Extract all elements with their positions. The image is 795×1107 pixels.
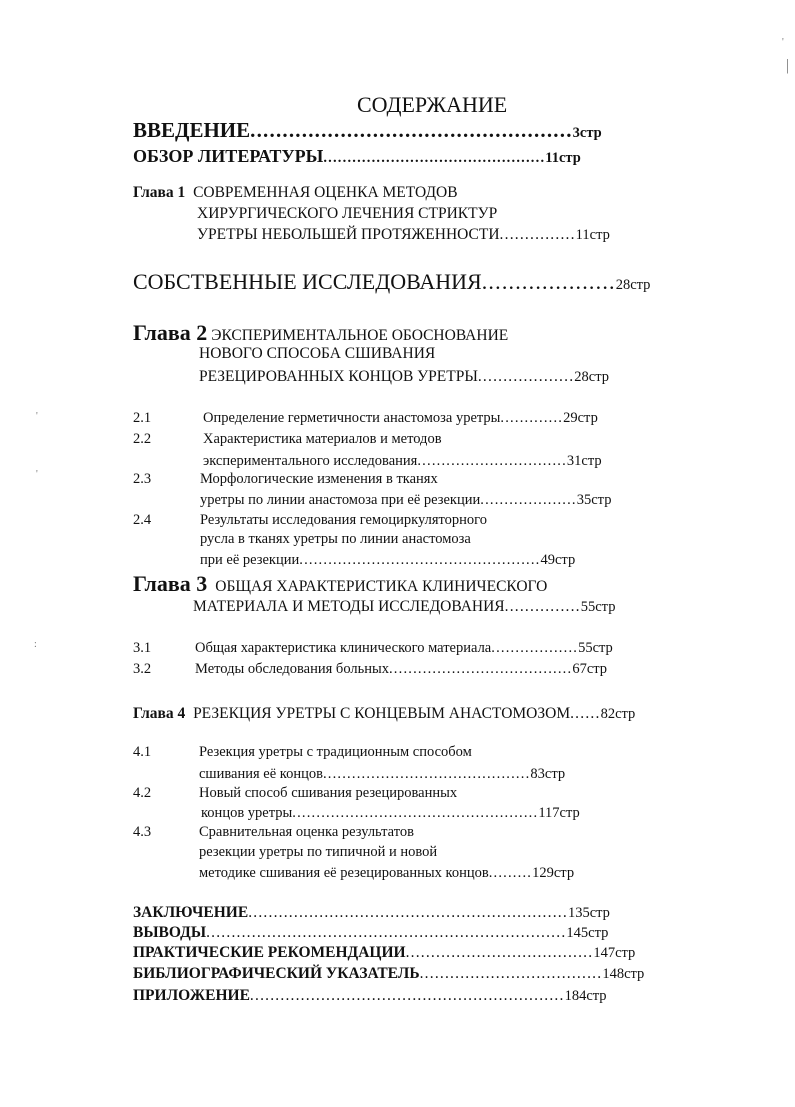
section-title: Методы обследования больных <box>195 661 389 677</box>
toc-entry-recommendations <box>133 945 635 961</box>
section-number: 2.4 <box>133 512 152 528</box>
toc-entry-page: 28стр <box>574 369 609 385</box>
dot-leader: ................... <box>477 368 575 385</box>
section-title: Определение герметичности анастомоза уретры <box>203 410 501 426</box>
section-entry <box>199 866 574 881</box>
chapter-title-line: ХИРУРГИЧЕСКОГО ЛЕЧЕНИЯ СТРИКТУР <box>197 205 498 222</box>
toc-entry-page: 148стр <box>602 966 645 982</box>
section-title: экспериментального исследования <box>203 453 418 469</box>
section-number: 4.2 <box>133 785 152 801</box>
dot-leader: ......... <box>488 865 533 881</box>
section-page: 49стр <box>540 552 576 568</box>
dot-leader: ............................... <box>417 453 567 469</box>
toc-entry-label: БИБЛИОГРАФИЧЕСКИЙ УКАЗАТЕЛЬ <box>133 965 420 982</box>
section-title: при её резекции <box>200 552 300 568</box>
section-entry <box>195 641 613 656</box>
chapter-4-heading <box>133 706 635 722</box>
page-title: СОДЕРЖАНИЕ <box>357 92 508 117</box>
toc-entry-page: 145стр <box>566 925 609 941</box>
dot-leader: ............... <box>504 598 581 615</box>
dot-leader: ....................................................................... <box>206 924 567 941</box>
toc-entry-page: 82стр <box>600 706 636 722</box>
section-title: методике сшивания её резецированных концов <box>199 865 489 881</box>
toc-entry-label: ОБЗОР ЛИТЕРАТУРЫ <box>133 146 324 166</box>
section-title: сшивания её концов <box>199 766 323 782</box>
chapter-title-text: РЕЗЕЦИРОВАННЫХ КОНЦОВ УРЕТРЫ <box>199 368 478 385</box>
section-page: 29стр <box>563 410 598 426</box>
section-page: 129стр <box>532 865 575 881</box>
dot-leader: .................... <box>480 492 577 508</box>
toc-entry-review <box>133 147 581 166</box>
chapter-prefix: Глава 4 <box>133 705 186 722</box>
section-number: 2.2 <box>133 431 152 447</box>
chapter-1-heading <box>133 185 458 201</box>
section-title: концов уретры <box>201 805 293 821</box>
section-title-line: русла в тканях уретры по линии анастомоза <box>200 531 471 547</box>
toc-entry-page: 3стр <box>572 125 602 141</box>
section-page: 35стр <box>576 492 612 508</box>
scan-mark: ' <box>36 469 38 480</box>
scan-mark: : <box>34 639 37 650</box>
chapter-title-line: ЭКСПЕРИМЕНТАЛЬНОЕ ОБОСНОВАНИЕ <box>211 327 509 344</box>
chapter-title-line <box>193 599 615 615</box>
chapter-title-line <box>199 369 609 385</box>
chapter-prefix: Глава 1 <box>133 184 186 201</box>
section-entry <box>195 662 607 677</box>
toc-entry-page: 147стр <box>593 945 636 961</box>
section-title-line: Резекция уретры с традиционным способом <box>199 744 472 760</box>
toc-entry-page: 184стр <box>564 988 607 1004</box>
scan-mark: | <box>786 57 790 74</box>
toc-entry-intro <box>133 120 602 141</box>
section-title: уретры по линии анастомоза при её резекции <box>200 492 481 508</box>
section-title-line: резекции уретры по типичной и новой <box>199 844 438 860</box>
dot-leader: ............................................................... <box>248 904 568 921</box>
section-entry <box>200 553 575 568</box>
section-title-line: Морфологические изменения в тканях <box>200 471 438 487</box>
toc-entry-page: 11стр <box>575 227 610 243</box>
section-title-line: Сравнительная оценка результатов <box>199 824 414 840</box>
chapter-prefix: Глава 3 <box>133 571 208 596</box>
section-entry <box>203 411 598 426</box>
chapter-2-heading <box>133 322 508 344</box>
chapter-title-line: СОВРЕМЕННАЯ ОЦЕНКА МЕТОДОВ <box>193 184 458 201</box>
chapter-title-line <box>197 227 610 243</box>
toc-entry-label: ПРАКТИЧЕСКИЕ РЕКОМЕНДАЦИИ <box>133 944 406 961</box>
section-entry <box>200 493 611 508</box>
section-title-line: Новый способ сшивания резецированных <box>199 785 458 801</box>
chapter-3-heading <box>133 573 547 595</box>
section-entry <box>201 806 580 821</box>
toc-entry-findings <box>133 925 608 941</box>
dot-leader: ...... <box>570 705 601 722</box>
dot-leader: .................................................. <box>250 118 573 142</box>
dot-leader: .............................................. <box>323 150 546 166</box>
section-number: 3.2 <box>133 661 152 677</box>
dot-leader: .............................................................. <box>249 987 565 1004</box>
section-page: 67стр <box>572 661 608 677</box>
toc-entry-label: СОБСТВЕННЫЕ ИССЛЕДОВАНИЯ <box>133 269 482 294</box>
section-title: Общая характеристика клинического материала <box>195 640 492 656</box>
section-page: 117стр <box>538 805 580 821</box>
chapter-title-text: УРЕТРЫ НЕБОЛЬШЕЙ ПРОТЯЖЕННОСТИ <box>197 226 500 243</box>
toc-entry-page: 55стр <box>580 599 616 615</box>
dot-leader: ................................................... <box>292 805 539 821</box>
toc-entry-page: 135стр <box>567 905 610 921</box>
toc-entry-appendix <box>133 988 607 1004</box>
toc-entry-label: ВЫВОДЫ <box>133 924 207 941</box>
dot-leader: .................................................. <box>299 552 541 568</box>
toc-entry-own-research <box>133 271 650 293</box>
section-number: 2.1 <box>133 410 152 426</box>
section-number: 4.1 <box>133 744 152 760</box>
section-number: 4.3 <box>133 824 152 840</box>
scan-mark: ' <box>782 37 784 48</box>
scan-mark: ' <box>36 411 38 422</box>
dot-leader: .................. <box>491 640 579 656</box>
dot-leader: .................... <box>481 269 616 294</box>
dot-leader: ..................................... <box>405 944 594 961</box>
dot-leader: ........................................... <box>322 766 531 782</box>
section-page: 31стр <box>566 453 602 469</box>
toc-entry-label: ВВЕДЕНИЕ <box>133 118 251 142</box>
toc-entry-label: ПРИЛОЖЕНИЕ <box>133 987 250 1004</box>
dot-leader: ...................................... <box>388 661 573 677</box>
toc-entry-page: 11стр <box>545 150 581 166</box>
toc-entry-bibliography <box>133 966 644 982</box>
chapter-title-text: РЕЗЕКЦИЯ УРЕТРЫ С КОНЦЕВЫМ АНАСТОМОЗОМ <box>193 705 571 722</box>
dot-leader: ............. <box>500 410 564 426</box>
section-page: 83стр <box>530 766 566 782</box>
section-number: 2.3 <box>133 471 152 487</box>
toc-entry-page: 28стр <box>615 277 651 293</box>
chapter-title-line: ОБЩАЯ ХАРАКТЕРИСТИКА КЛИНИЧЕСКОГО <box>215 578 548 595</box>
section-entry <box>203 454 602 469</box>
section-entry <box>199 767 565 782</box>
dot-leader: ............... <box>499 226 576 243</box>
dot-leader: .................................... <box>419 965 603 982</box>
section-title-line: Результаты исследования гемоциркуляторного <box>200 512 487 528</box>
section-number: 3.1 <box>133 640 152 656</box>
chapter-title-line: НОВОГО СПОСОБА СШИВАНИЯ <box>199 345 436 362</box>
toc-entry-conclusion <box>133 905 610 921</box>
section-page: 55стр <box>578 640 613 656</box>
chapter-prefix: Глава 2 <box>133 320 208 345</box>
chapter-title-text: МАТЕРИАЛА И МЕТОДЫ ИССЛЕДОВАНИЯ <box>193 598 505 615</box>
toc-entry-label: ЗАКЛЮЧЕНИЕ <box>133 904 249 921</box>
section-title-line: Характеристика материалов и методов <box>203 431 442 447</box>
